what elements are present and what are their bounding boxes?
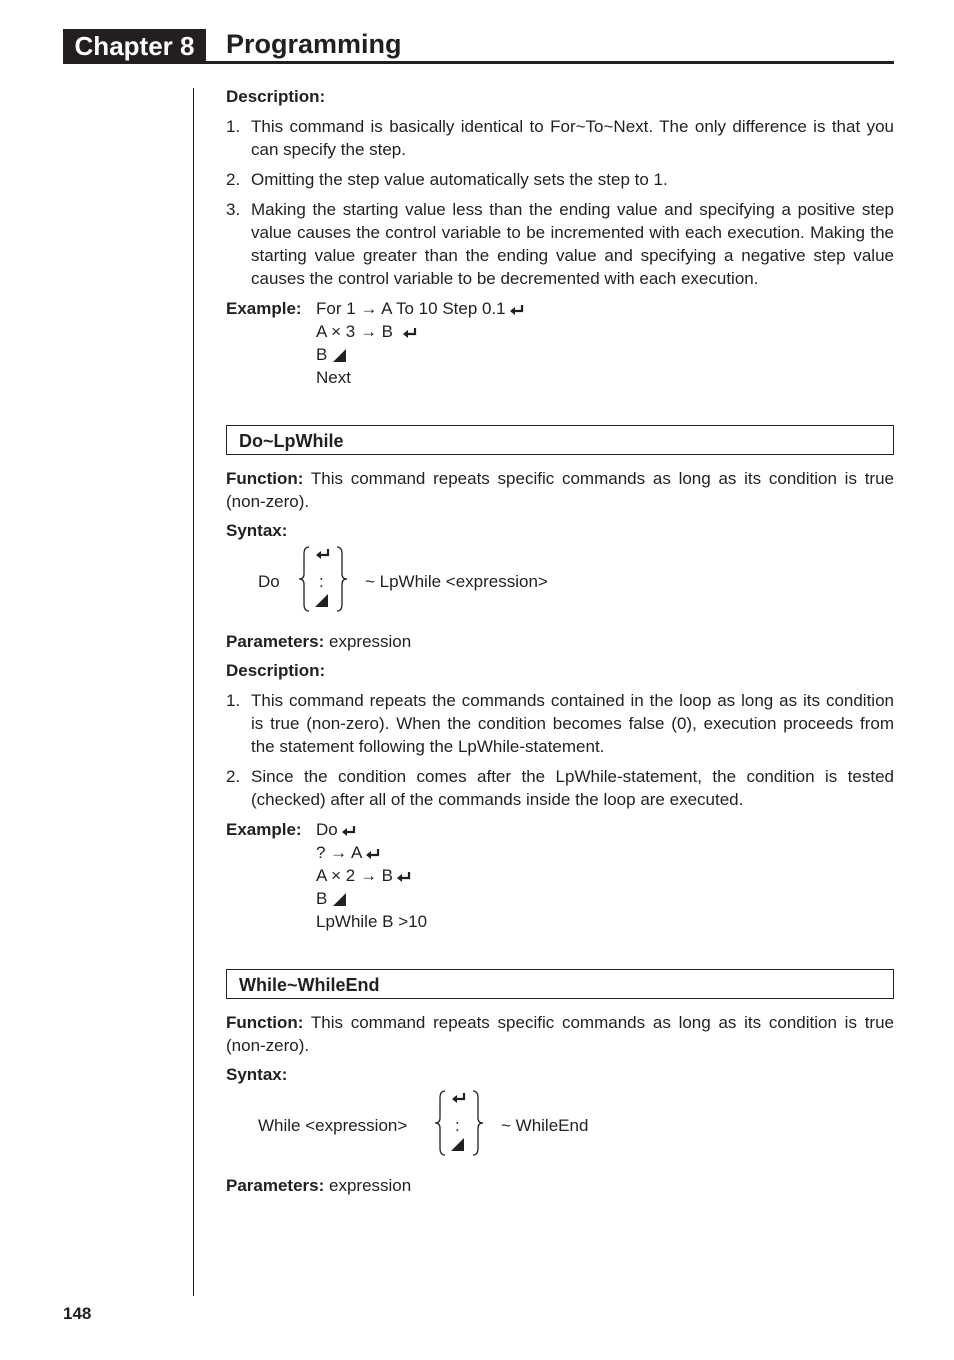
return-arrow-icon [341,825,357,837]
section-heading-do-lpwhile: Do~LpWhile [226,425,894,455]
right-brace-icon [336,546,348,612]
function-paragraph: Function: This command repeats specific commands as long as its condition is true (non-zero). [226,1013,894,1055]
syntax-diagram: While <expression> : ~ WhileEnd [226,1090,894,1162]
return-arrow-icon [365,848,381,860]
list-item: 3. Making the starting value less than the ending value and specifying a positive step value causes the control variable to be incremented with each execution. Making the starting value greater than the ending value and specifying a negative step value causes the control variable to be decremented with each execution. [226,200,894,288]
description-label: Description: [226,87,326,106]
syntax-label: Syntax: [226,1065,288,1084]
return-arrow-icon [451,1092,467,1104]
right-brace-icon [472,1090,484,1156]
display-triangle-icon [333,893,347,906]
page-title: Programming [226,29,402,59]
return-arrow-icon [509,304,525,316]
margin-line [193,88,194,1296]
list-item: 1. This command is basically identical to For~To~Next. The only difference is that you can specify the step. [226,117,894,159]
description-label: Description: [226,661,326,680]
list-item: 1. This command repeats the commands contained in the loop as long as its condition is true (non-zero). When the condition becomes false (0), execution proceeds from the statement following the LpWhile-statement. [226,691,894,756]
return-arrow-icon [315,548,331,560]
return-arrow-icon [396,871,412,883]
function-paragraph: Function: This command repeats specific commands as long as its condition is true (non-zero). [226,469,894,511]
display-triangle-icon [315,594,329,607]
page-content [226,85,894,1197]
header-rule [63,61,894,64]
return-arrow-icon [402,327,418,339]
page-number: 148 [63,1304,92,1323]
left-brace-icon [434,1090,446,1156]
syntax-diagram: Do : ~ LpWhile <expression> [226,546,894,618]
chapter-badge: Chapter 8 [63,29,206,63]
syntax-label: Syntax: [226,521,288,540]
example-block: Example: Do ? → A A × 2 → B B LpWhile B >10 [226,820,428,931]
parameters-line: Parameters: expression [226,632,412,651]
parameters-line: Parameters: expression [226,1176,412,1195]
left-brace-icon [298,546,310,612]
display-triangle-icon [333,349,347,362]
display-triangle-icon [451,1138,465,1151]
list-item: 2. Since the condition comes after the LpWhile-statement, the condition is tested (checked) after all of the commands inside the loop are executed. [226,767,894,809]
section-heading-while-whileend: While~WhileEnd [226,969,894,999]
example-block: Example: For 1 → A To 10 Step 0.1 A × 3 → B B Next [226,297,894,389]
list-item: 2. Omitting the step value automatically sets the step to 1. [226,170,668,189]
